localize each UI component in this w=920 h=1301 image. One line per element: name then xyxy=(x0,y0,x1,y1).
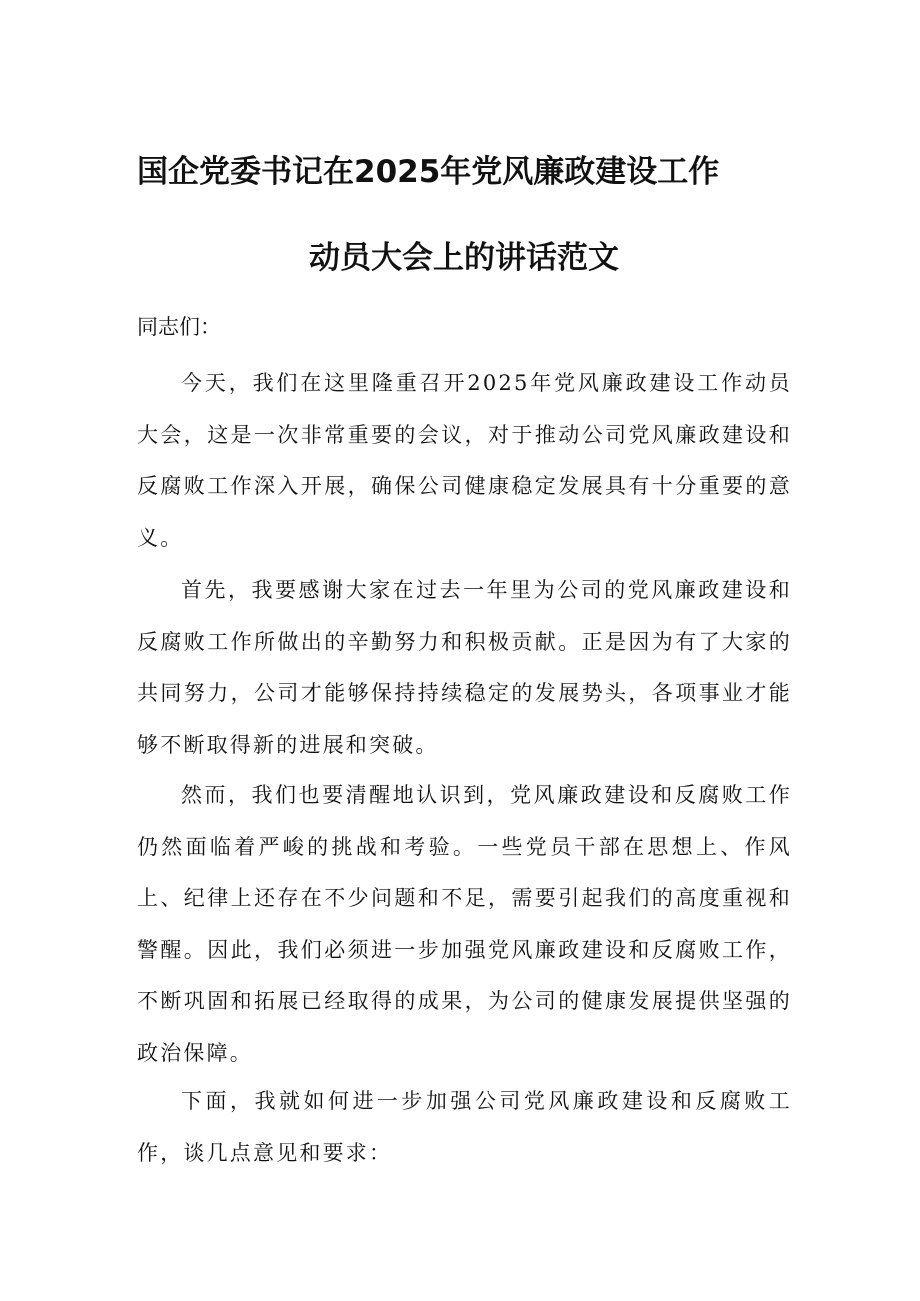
document-title-line-2: 动员大会上的讲话范文 xyxy=(309,240,619,276)
document-title-line-1: 国企党委书记在2025年党风廉政建设工作 xyxy=(137,154,720,190)
paragraph-1: 今天，我们在这里隆重召开2025年党风廉政建设工作动员大会，这是一次非常重要的会议，对于推动公司党风廉政建设和反腐败工作深入开展，确保公司健康稳定发展具有十分重要的意义。 xyxy=(137,371,792,550)
paragraph-3: 然而，我们也要清醒地认识到，党风廉政建设和反腐败工作仍然面临着严峻的挑战和考验。一些党员干部在思想上、作风上、纪律上还存在不少问题和不足，需要引起我们的高度重视和警醒。因此，我们必须进一步加强党风廉政建设和反腐败工作，不断巩固和拓展已经取得的成果，为公司的健康发展提供坚强的政治保障。 xyxy=(137,783,792,1065)
paragraph-2: 首先，我要感谢大家在过去一年里为公司的党风廉政建设和反腐败工作所做出的辛勤努力和积极贡献。正是因为有了大家的共同努力，公司才能够保持持续稳定的发展势头，各项事业才能够不断取得新的进展和突破。 xyxy=(137,578,792,757)
paragraph-4: 下面，我就如何进一步加强公司党风廉政建设和反腐败工作，谈几点意见和要求： xyxy=(137,1089,792,1165)
salutation: 同志们： xyxy=(137,315,221,339)
